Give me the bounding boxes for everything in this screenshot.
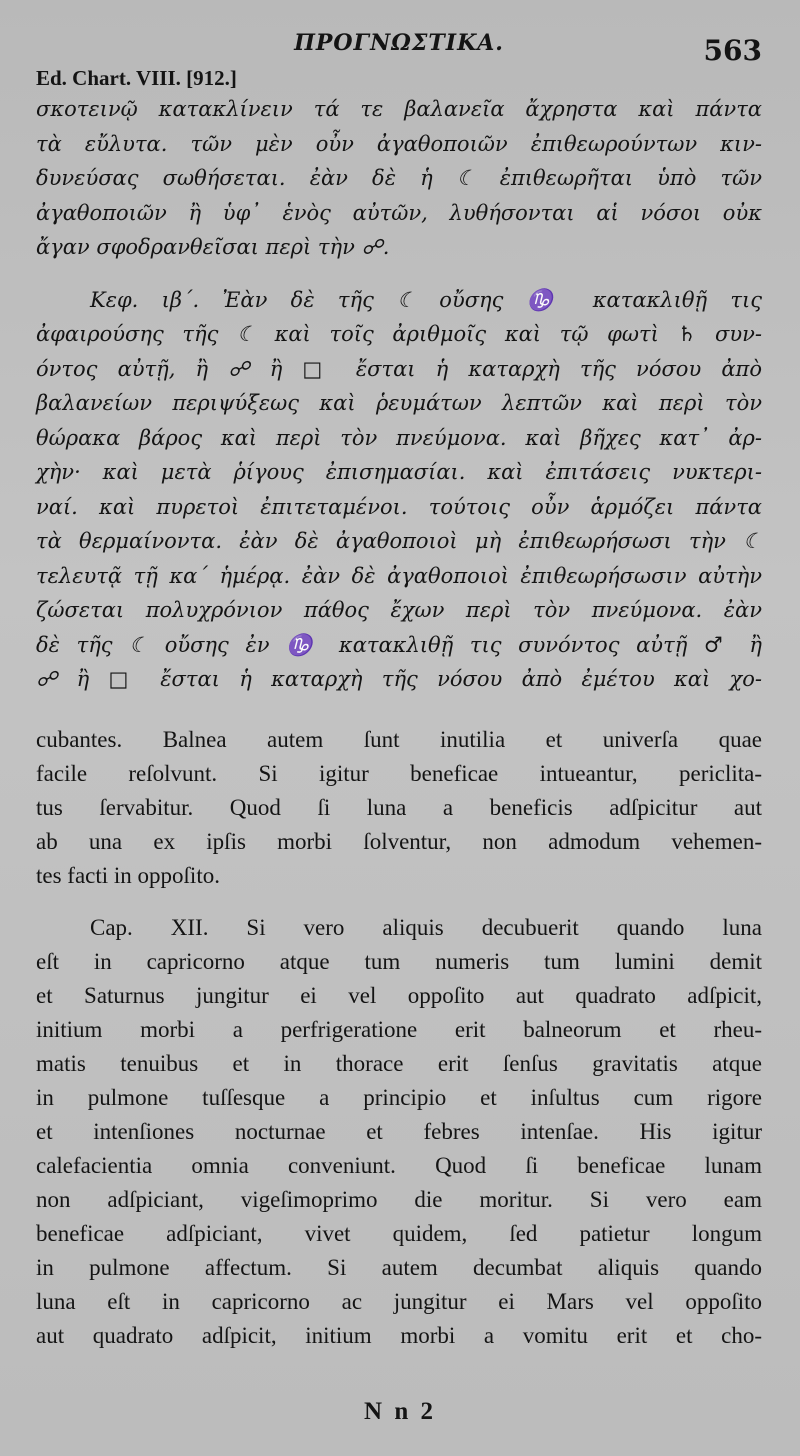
text-line: in pulmone affectum. Si autem decumbat aliquis quando <box>36 1254 762 1280</box>
text-line: initium morbi a perfrigeratione erit balneorum et rheu- <box>36 1016 762 1042</box>
edition-reference: Ed. Chart. VIII. [912.] <box>36 66 237 90</box>
text-line: luna eſt in capricorno ac jungitur ei Mars vel oppoſito <box>36 1288 762 1314</box>
text-line: eſt in capricorno atque tum numeris tum lumini demit <box>36 948 762 974</box>
page-number: 563 <box>703 34 762 67</box>
text-line: ἀγαθοποιῶν ἢ ὑφ᾽ ἑνὸς αὐτῶν, λυθήσονται αἱ νόσοι οὐκ <box>36 200 762 225</box>
signature-mark: N n 2 <box>364 1398 436 1425</box>
text-line: calefacientia omnia conveniunt. Quod ſi beneficae lunam <box>36 1152 762 1178</box>
text-line: τὰ εὔλυτα. τῶν μὲν οὖν ἀγαθοποιῶν ἐπιθεωρούντων κιν- <box>36 131 762 156</box>
text-line: θώρακα βάρος καὶ περὶ τὸν πνεύμονα. καὶ βῆχες κατ᾽ ἀρ- <box>36 425 762 450</box>
text-line: τελευτᾷ τῇ κα΄ ἡμέρᾳ. ἐὰν δὲ ἀγαθοποιοὶ ἐπιθεωρήσωσιν αὐτὴν <box>36 563 762 588</box>
text-line: beneficae adſpiciant, vivet quidem, ſed patietur longum <box>36 1220 762 1246</box>
text-line: ἄγαν σφοδρανθεῖσαι περὶ τὴν ☍. <box>36 235 390 259</box>
latin-paragraph-1 <box>36 723 762 893</box>
text-line: βαλανείων περιψύξεως καὶ ῥευμάτων λεπτῶν καὶ περὶ τὸν <box>36 391 762 415</box>
text-line: δὲ τῆς ☾ οὔσης ἐν ♑ κατακλιθῇ τις συνόντος αὐτῇ ♂ ἢ <box>36 632 762 657</box>
greek-paragraph-1 <box>36 92 762 265</box>
text-line: matis tenuibus et in thorace erit ſenſus gravitatis atque <box>36 1050 762 1076</box>
text-line: Κεφ. ιβ΄. Ἐὰν δὲ τῆς ☾ οὔσης ♑ κατακλιθῇ τις <box>90 287 762 312</box>
text-line: Cap. XII. Si vero aliquis decubuerit quando luna <box>90 914 762 940</box>
text-line: et intenſiones nocturnae et febres intenſae. His igitur <box>36 1118 762 1144</box>
text-line: ζώσεται πολυχρόνιον πάθος ἔχων περὶ τὸν πνεύμονα. ἐὰν <box>36 598 762 622</box>
text-line: ab una ex ipſis morbi ſolventur, non admodum vehemen- <box>36 828 762 854</box>
paragraph-gap <box>36 893 762 911</box>
running-head <box>36 0 762 67</box>
text-line: τὰ θερμαίνοντα. ἐὰν δὲ ἀγαθοποιοὶ μὴ ἐπιθεωρήσωσι τὴν ☾ <box>36 529 762 553</box>
text-line: ναί. καὶ πυρετοὶ ἐπιτεταμένοι. τούτοις οὖν ἁρμόζει πάντα <box>36 494 762 519</box>
text-line: tes facti in oppoſito. <box>36 862 220 888</box>
paragraph-gap <box>36 265 762 283</box>
text-line: ☍ ἢ □ ἔσται ἡ καταρχὴ τῆς νόσου ἀπὸ ἐμέτου καὶ χο- <box>36 667 762 691</box>
text-line: facile reſolvunt. Si igitur beneficae intueantur, periclita- <box>36 760 762 786</box>
latin-paragraph-2 <box>36 911 762 1353</box>
text-line: σκοτεινῷ κατακλίνειν τά τε βαλανεῖα ἄχρηστα καὶ πάντα <box>36 97 762 121</box>
page-title: ΠΡΟΓΝΩΣΤΙΚΑ. <box>294 30 504 56</box>
text-line: in pulmone tuſſesque a principio et inſultus cum rigore <box>36 1084 762 1110</box>
text-line: et Saturnus jungitur ei vel oppoſito aut quadrato adſpicit, <box>36 982 762 1008</box>
text-line: ἀφαιρούσης τῆς ☾ καὶ τοῖς ἀριθμοῖς καὶ τῷ φωτὶ ♄ συν- <box>36 322 762 346</box>
latin-text <box>36 723 762 1353</box>
text-line: non adſpiciant, vigeſimoprimo die moritur. Si vero eam <box>36 1186 762 1212</box>
greek-paragraph-2 <box>36 283 762 697</box>
text-line: aut quadrato adſpicit, initium morbi a vomitu erit et cho- <box>36 1322 762 1348</box>
text-line: χὴν· καὶ μετὰ ῥίγους ἐπισημασίαι. καὶ ἐπιτάσεις νυκτερι- <box>36 460 762 484</box>
text-line: cubantes. Balnea autem ſunt inutilia et univerſa quae <box>36 726 762 752</box>
text-line: όντος αὐτῇ, ἢ ☍ ἢ □ ἔσται ἡ καταρχὴ τῆς νόσου ἀπὸ <box>36 356 762 381</box>
greek-text <box>36 92 762 697</box>
text-line: tus ſervabitur. Quod ſi luna a beneficis adſpicitur aut <box>36 794 762 820</box>
text-line: δυνεύσας σωθήσεται. ἐὰν δὲ ἡ ☾ ἐπιθεωρῆται ὑπὸ τῶν <box>36 166 762 190</box>
